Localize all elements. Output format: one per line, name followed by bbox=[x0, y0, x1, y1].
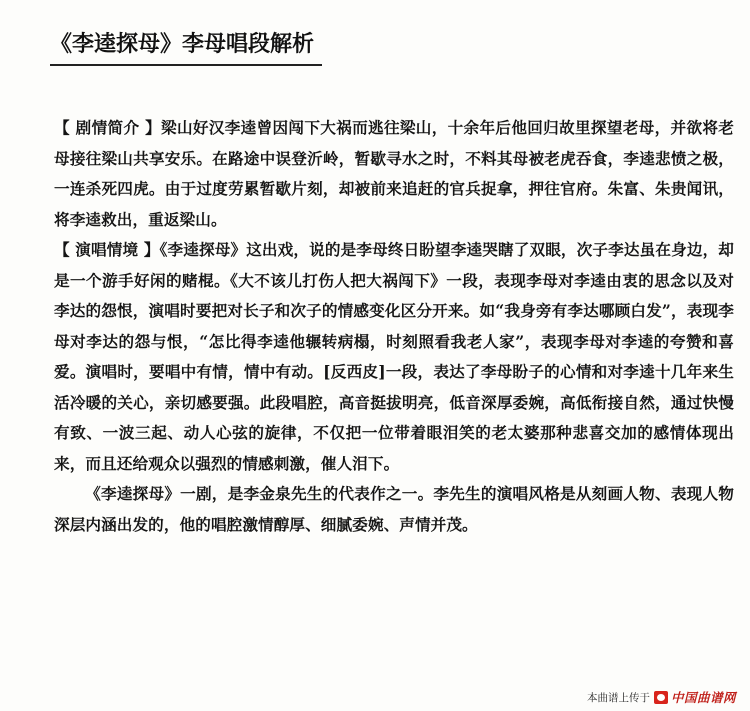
closing-paragraph: 《李逵探母》一剧，是李金泉先生的代表作之一。李先生的演唱风格是从刻画人物、表现人物深层内涵出发的，他的唱腔激情醇厚、细腻委婉、声情并茂。 bbox=[54, 484, 734, 534]
title-underline bbox=[50, 64, 322, 66]
article-body bbox=[54, 113, 734, 540]
singing-paragraph bbox=[54, 235, 734, 479]
singing-text: 《李逵探母》这出戏，说的是李母终日盼望李逵哭瞎了双眼，次子李达虽在身边，却是一个游手好闲的赌棍。《大不该儿打伤人把大祸闯下》一段，表现李母对李逵由衷的思念以及对李达的怨恨，演唱时要把对长子和次子的情感变化区分开来。如“我身旁有李达哪顾白发”，表现李母对李达的怨与恨，“怎比得李逵他辗转病榻，时刻照看我老人家”，表现李母对李逵的夸赞和喜爱。演唱时，要唱中有情，情中有动。[反西皮]一段，表达了李母盼子的心情和对李逵十几年来生活冷暖的关心，亲切感要强。此段唱腔，高音挺拔明亮，低音深厚委婉，高低衔接自然，通过快慢有致、一波三起、动人心弦的旋律，不仅把一位带着眼泪笑的老太婆那种悲喜交加的感情体现出来，而且还给观众以强烈的情感刺激，催人泪下。 bbox=[54, 240, 734, 473]
credit-site-name[interactable]: 中国曲谱网 bbox=[670, 690, 736, 705]
site-logo-icon bbox=[654, 691, 668, 704]
upload-credit bbox=[587, 687, 736, 707]
credit-prefix: 本曲谱上传于 bbox=[586, 691, 650, 704]
article-title: 《李逵探母》李母唱段解析 bbox=[50, 32, 315, 57]
singing-section-label: 【 演唱情境 】 bbox=[54, 241, 160, 259]
plot-section-label: 【 剧情简介 】 bbox=[54, 119, 162, 137]
plot-paragraph bbox=[54, 113, 734, 235]
plot-text: 梁山好汉李逵曾因闯下大祸而逃往梁山，十余年后他回归故里探望老母，并欲将老母接往梁山共享安乐。在路途中误登沂岭，暂歇寻水之时，不料其母被老虎吞食，李逵悲愤之极，一连杀死四虎。由于过度劳累暂歇片刻，却被前来追赶的官兵捉拿，押往官府。朱富、朱贵闻讯，将李逵救出，重返梁山。 bbox=[54, 118, 734, 229]
